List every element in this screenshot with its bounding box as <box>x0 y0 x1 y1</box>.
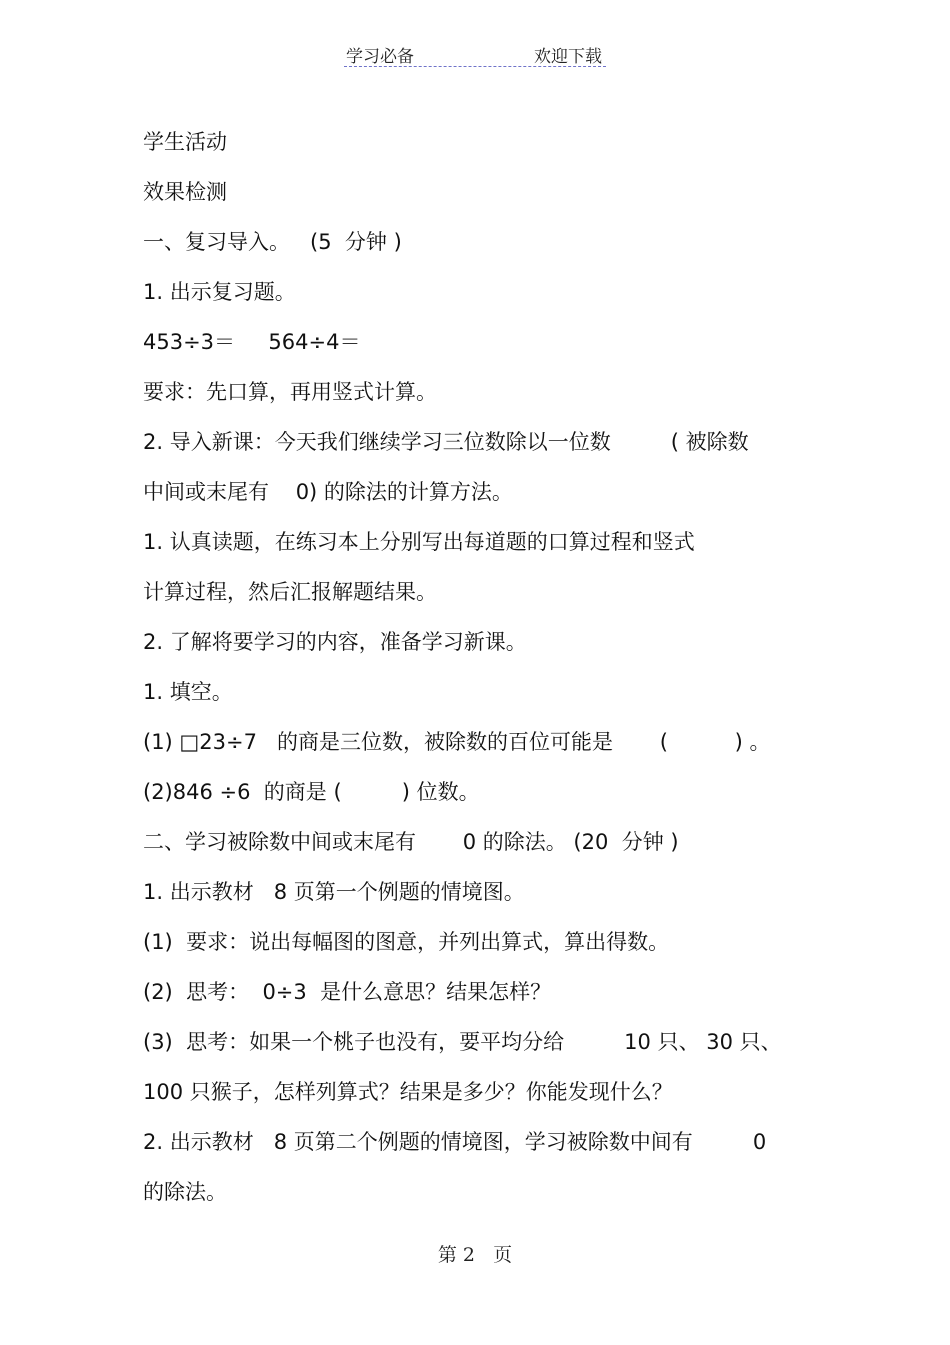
section-heading-division-zero: 二、学习被除数中间或末尾有 0 的除法。 (20 分钟 ) <box>143 830 679 854</box>
section-label-student-activity: 学生活动 <box>143 130 227 154</box>
text-line: 计算过程，然后汇报解题结果。 <box>143 580 437 604</box>
section-label-effect-check: 效果检测 <box>143 180 227 204</box>
text-line: 1. 填空。 <box>143 680 233 704</box>
fill-blank-question: (1) □23÷7 的商是三位数，被除数的百位可能是 ( ) 。 <box>143 730 771 754</box>
text-line: 2. 导入新课：今天我们继续学习三位数除以一位数 ( 被除数 <box>143 430 749 454</box>
text-line: (2) 思考： 0÷3 是什么意思？结果怎样？ <box>143 980 552 1004</box>
text-line: (1) 要求：说出每幅图的图意，并列出算式，算出得数。 <box>143 930 670 954</box>
page-header <box>344 40 606 67</box>
text-line: 2. 了解将要学习的内容，准备学习新课。 <box>143 630 527 654</box>
fill-blank-question: (2)846 ÷6 的商是 ( ) 位数。 <box>143 780 480 804</box>
document-body <box>143 124 843 1224</box>
text-line: 要求：先口算，再用竖式计算。 <box>143 380 437 404</box>
text-line: 100 只猴子，怎样列算式？结果是多少？你能发现什么？ <box>143 1080 673 1104</box>
math-problems: 453÷3＝ 564÷4＝ <box>143 330 361 354</box>
text-line: 1. 出示复习题。 <box>143 280 296 304</box>
text-line: 中间或末尾有 0) 的除法的计算方法。 <box>143 480 513 504</box>
page-number: 第 2 页 <box>437 1244 513 1266</box>
header-right-text: 欢迎下载 <box>534 47 602 67</box>
text-line: (3) 思考：如果一个桃子也没有，要平均分给 10 只、 30 只、 <box>143 1030 782 1054</box>
text-line: 1. 认真读题，在练习本上分别写出每道题的口算过程和竖式 <box>143 530 695 554</box>
section-heading-review: 一、复习导入。 (5 分钟 ) <box>143 230 402 254</box>
text-line: 1. 出示教材 8 页第一个例题的情境图。 <box>143 880 525 904</box>
text-line: 2. 出示教材 8 页第二个例题的情境图，学习被除数中间有 0 <box>143 1130 767 1154</box>
text-line: 的除法。 <box>143 1180 227 1204</box>
header-left-text: 学习必备 <box>346 47 414 67</box>
